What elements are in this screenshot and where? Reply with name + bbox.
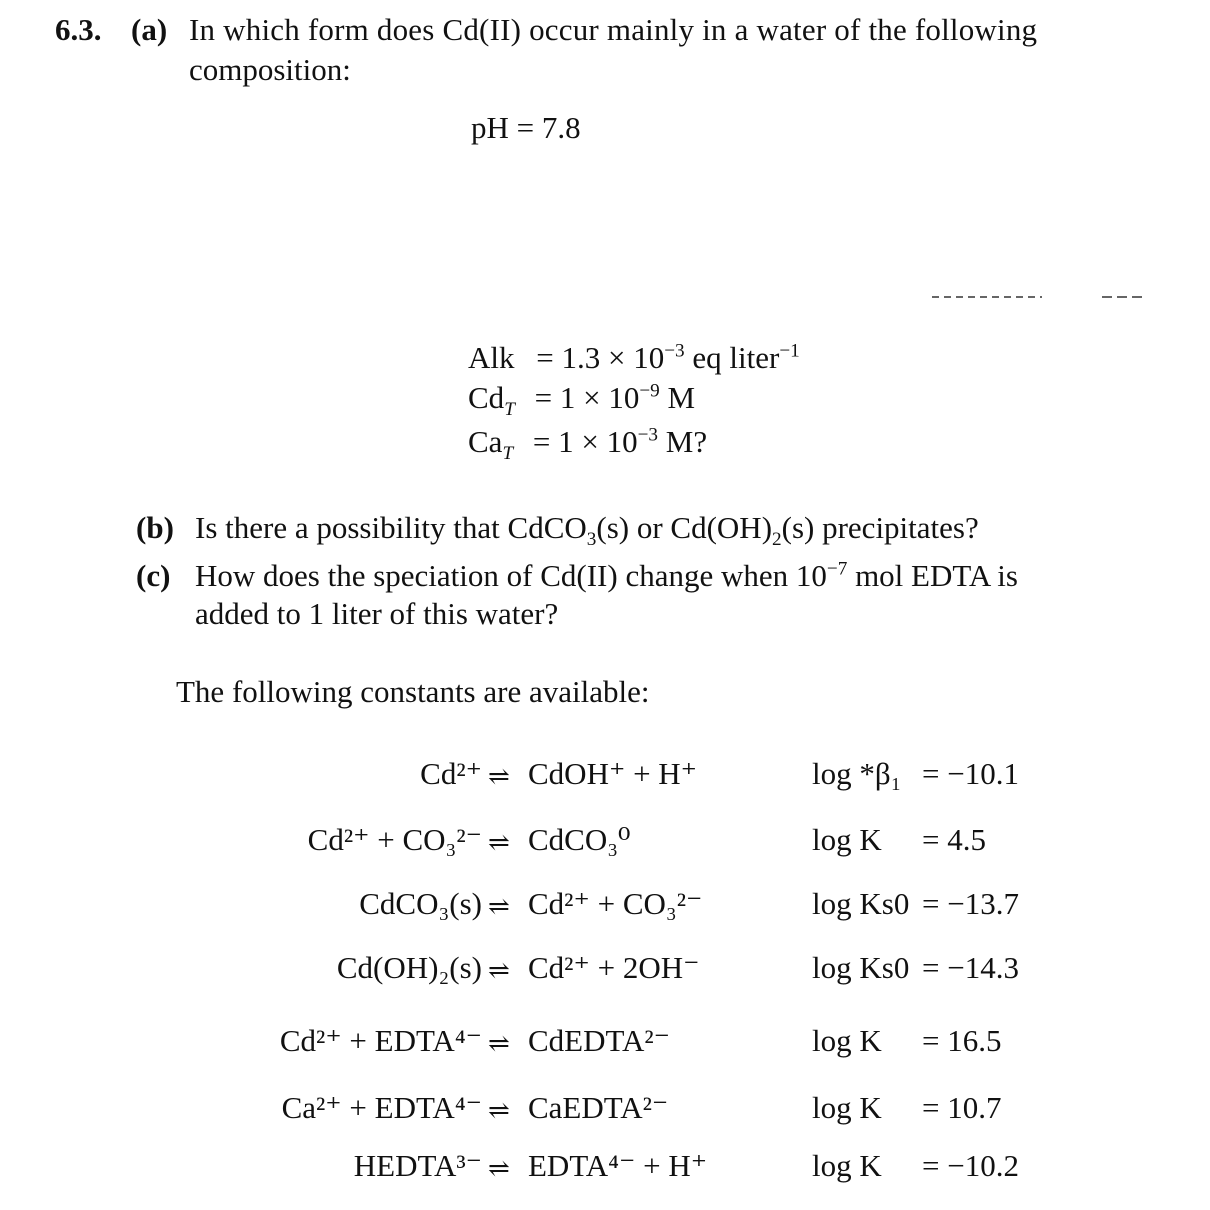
part-c-line1 <box>195 560 1018 591</box>
part-a-line1: In which form does Cd(II) occur mainly in a water of the following <box>189 12 1038 47</box>
equation-2-constant-name: log K <box>812 822 882 857</box>
equation-7-reactants: HEDTA³⁻ <box>353 1148 482 1183</box>
equation-1-constant-name: log *β₁ <box>812 756 902 791</box>
part-b-text-post: (s) precipitates? <box>781 510 979 545</box>
equation-7-constant-value: = −10.2 <box>922 1148 1019 1183</box>
equilibrium-arrow-icon: ⇌ <box>488 892 510 921</box>
part-b-text-mid: (s) or Cd(OH) <box>596 510 773 545</box>
equation-3-constant-value: = −13.7 <box>922 886 1019 921</box>
ph-line: pH = 7.8 <box>471 110 581 145</box>
equilibrium-arrow-icon: ⇌ <box>488 956 510 985</box>
part-c-label: (c) <box>136 558 171 593</box>
equation-3-products: Cd²⁺ + CO₃²⁻ <box>528 886 703 921</box>
equation-2-constant-value: = 4.5 <box>922 822 986 857</box>
scan-artifact-dashes-2 <box>1102 296 1146 298</box>
part-c-line2: added to 1 liter of this water? <box>195 596 559 631</box>
equation-4-reactants: Cd(OH)₂(s) <box>336 950 482 985</box>
alk-exponent: −3 <box>664 340 685 362</box>
alk-unit: eq liter <box>684 340 780 375</box>
equilibrium-arrow-icon: ⇌ <box>488 1154 510 1183</box>
equation-5-constant-name: log K <box>812 1023 882 1058</box>
part-c-exponent: −7 <box>826 558 848 580</box>
part-c-line1-post: mol EDTA is <box>847 558 1018 593</box>
cat-unit: M? <box>658 424 708 459</box>
equation-2-reactants: Cd²⁺ + CO₃²⁻ <box>307 822 482 857</box>
part-b-text-pre: Is there a possibility that CdCO <box>195 510 587 545</box>
equation-4-constant-value: = −14.3 <box>922 950 1019 985</box>
cdt-value: = 1 × 10 <box>534 380 640 415</box>
equilibrium-arrow-icon: ⇌ <box>488 1029 510 1058</box>
equation-3-constant-name: log Ks0 <box>812 886 910 921</box>
cdt-exponent: −9 <box>639 380 660 402</box>
cdt-subscript: T <box>504 399 515 421</box>
cdt-unit: M <box>659 380 696 415</box>
equation-5-products: CdEDTA²⁻ <box>528 1023 670 1058</box>
part-a-line2: composition: <box>189 52 351 87</box>
cdt-line <box>468 380 696 421</box>
part-c-line1-pre: How does the speciation of Cd(II) change when 10 <box>195 558 827 593</box>
equilibrium-arrow-icon: ⇌ <box>488 1096 510 1125</box>
cat-line <box>468 424 708 465</box>
cdt-label: Cd <box>468 380 505 415</box>
equation-7-constant-name: log K <box>812 1148 882 1183</box>
equation-5-reactants: Cd²⁺ + EDTA⁴⁻ <box>279 1023 482 1058</box>
equation-6-products: CaEDTA²⁻ <box>528 1090 669 1125</box>
cat-value: = 1 × 10 <box>532 424 638 459</box>
part-b-sub2: 2 <box>772 529 782 551</box>
equation-3-reactants: CdCO₃(s) <box>359 886 482 921</box>
equation-6-constant-value: = 10.7 <box>922 1090 1002 1125</box>
alk-unit-exponent: −1 <box>779 340 800 362</box>
constants-intro: The following constants are available: <box>176 674 650 709</box>
equation-1-constant-value: = −10.1 <box>922 756 1019 791</box>
equation-5-constant-value: = 16.5 <box>922 1023 1002 1058</box>
alk-line <box>468 342 800 373</box>
equation-7-products: EDTA⁴⁻ + H⁺ <box>528 1148 708 1183</box>
equation-4-products: Cd²⁺ + 2OH⁻ <box>528 950 700 985</box>
equation-2-products: CdCO₃⁰ <box>528 822 631 857</box>
equation-6-reactants: Ca²⁺ + EDTA⁴⁻ <box>281 1090 482 1125</box>
part-b-sub1: 3 <box>586 529 597 551</box>
equation-4-constant-name: log Ks0 <box>812 950 910 985</box>
equation-6-constant-name: log K <box>812 1090 882 1125</box>
cat-subscript: T <box>502 443 514 465</box>
part-b-text <box>195 510 979 551</box>
equation-1-products: CdOH⁺ + H⁺ <box>528 756 698 791</box>
scan-artifact-dashes <box>932 296 1042 298</box>
cat-label: Ca <box>468 424 503 459</box>
equilibrium-arrow-icon: ⇌ <box>488 762 510 791</box>
equilibrium-arrow-icon: ⇌ <box>488 828 510 857</box>
problem-number: 6.3. <box>55 12 102 47</box>
part-b-label: (b) <box>136 510 174 545</box>
equation-1-reactants: Cd²⁺ <box>420 756 482 791</box>
part-a-label: (a) <box>131 12 168 47</box>
alk-value: = 1.3 × 10 <box>536 340 665 375</box>
alk-label: Alk <box>468 340 515 375</box>
cat-exponent: −3 <box>637 424 659 446</box>
